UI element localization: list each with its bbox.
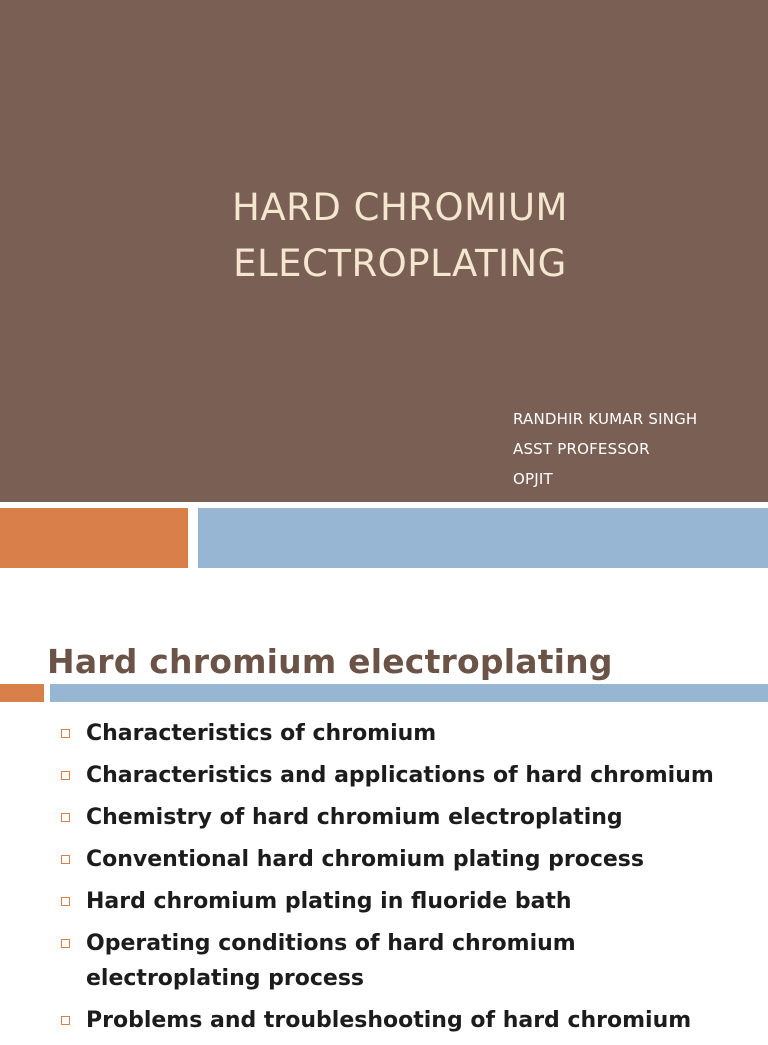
square-bullet-icon (61, 771, 70, 780)
bullet-item (0, 716, 768, 751)
bullet-item (0, 758, 768, 793)
bullet-text: Chemistry of hard chromium electroplating (86, 805, 623, 830)
author-role: ASST PROFESSOR (513, 440, 650, 458)
bullet-list (0, 716, 768, 1045)
author-block (513, 404, 697, 494)
slide-title-line-1: HARD CHROMIUM (232, 186, 568, 229)
bullet-item (0, 926, 768, 996)
square-bullet-icon (61, 897, 70, 906)
square-bullet-icon (61, 729, 70, 738)
author-name: RANDHIR KUMAR SINGH (513, 410, 698, 428)
slide-title (0, 180, 768, 292)
decorative-orange-bar (0, 508, 188, 568)
bullet-text: Hard chromium plating in fluoride bath (86, 889, 572, 914)
bullet-item (0, 884, 768, 919)
title-slide-panel (0, 0, 768, 502)
bullet-text: Operating conditions of hard chromium electroplating process (86, 931, 576, 991)
square-bullet-icon (61, 813, 70, 822)
slide-title-line-2: ELECTROPLATING (233, 242, 567, 285)
square-bullet-icon (61, 939, 70, 948)
bullet-text: Problems and troubleshooting of hard chromium (86, 1008, 692, 1033)
title-underline-blue-bar (50, 684, 768, 702)
decorative-blue-bar (198, 508, 768, 568)
author-organization: OPJIT (513, 470, 553, 488)
bullet-text: Characteristics and applications of hard chromium (86, 763, 714, 788)
bullet-item (0, 1003, 768, 1038)
title-underline-orange-bar (0, 684, 44, 702)
square-bullet-icon (61, 855, 70, 864)
bullet-item (0, 842, 768, 877)
bullet-text: Conventional hard chromium plating process (86, 847, 644, 872)
content-slide-title: Hard chromium electroplating (47, 642, 613, 681)
bullet-item (0, 800, 768, 835)
bullet-text: Characteristics of chromium (86, 721, 437, 746)
